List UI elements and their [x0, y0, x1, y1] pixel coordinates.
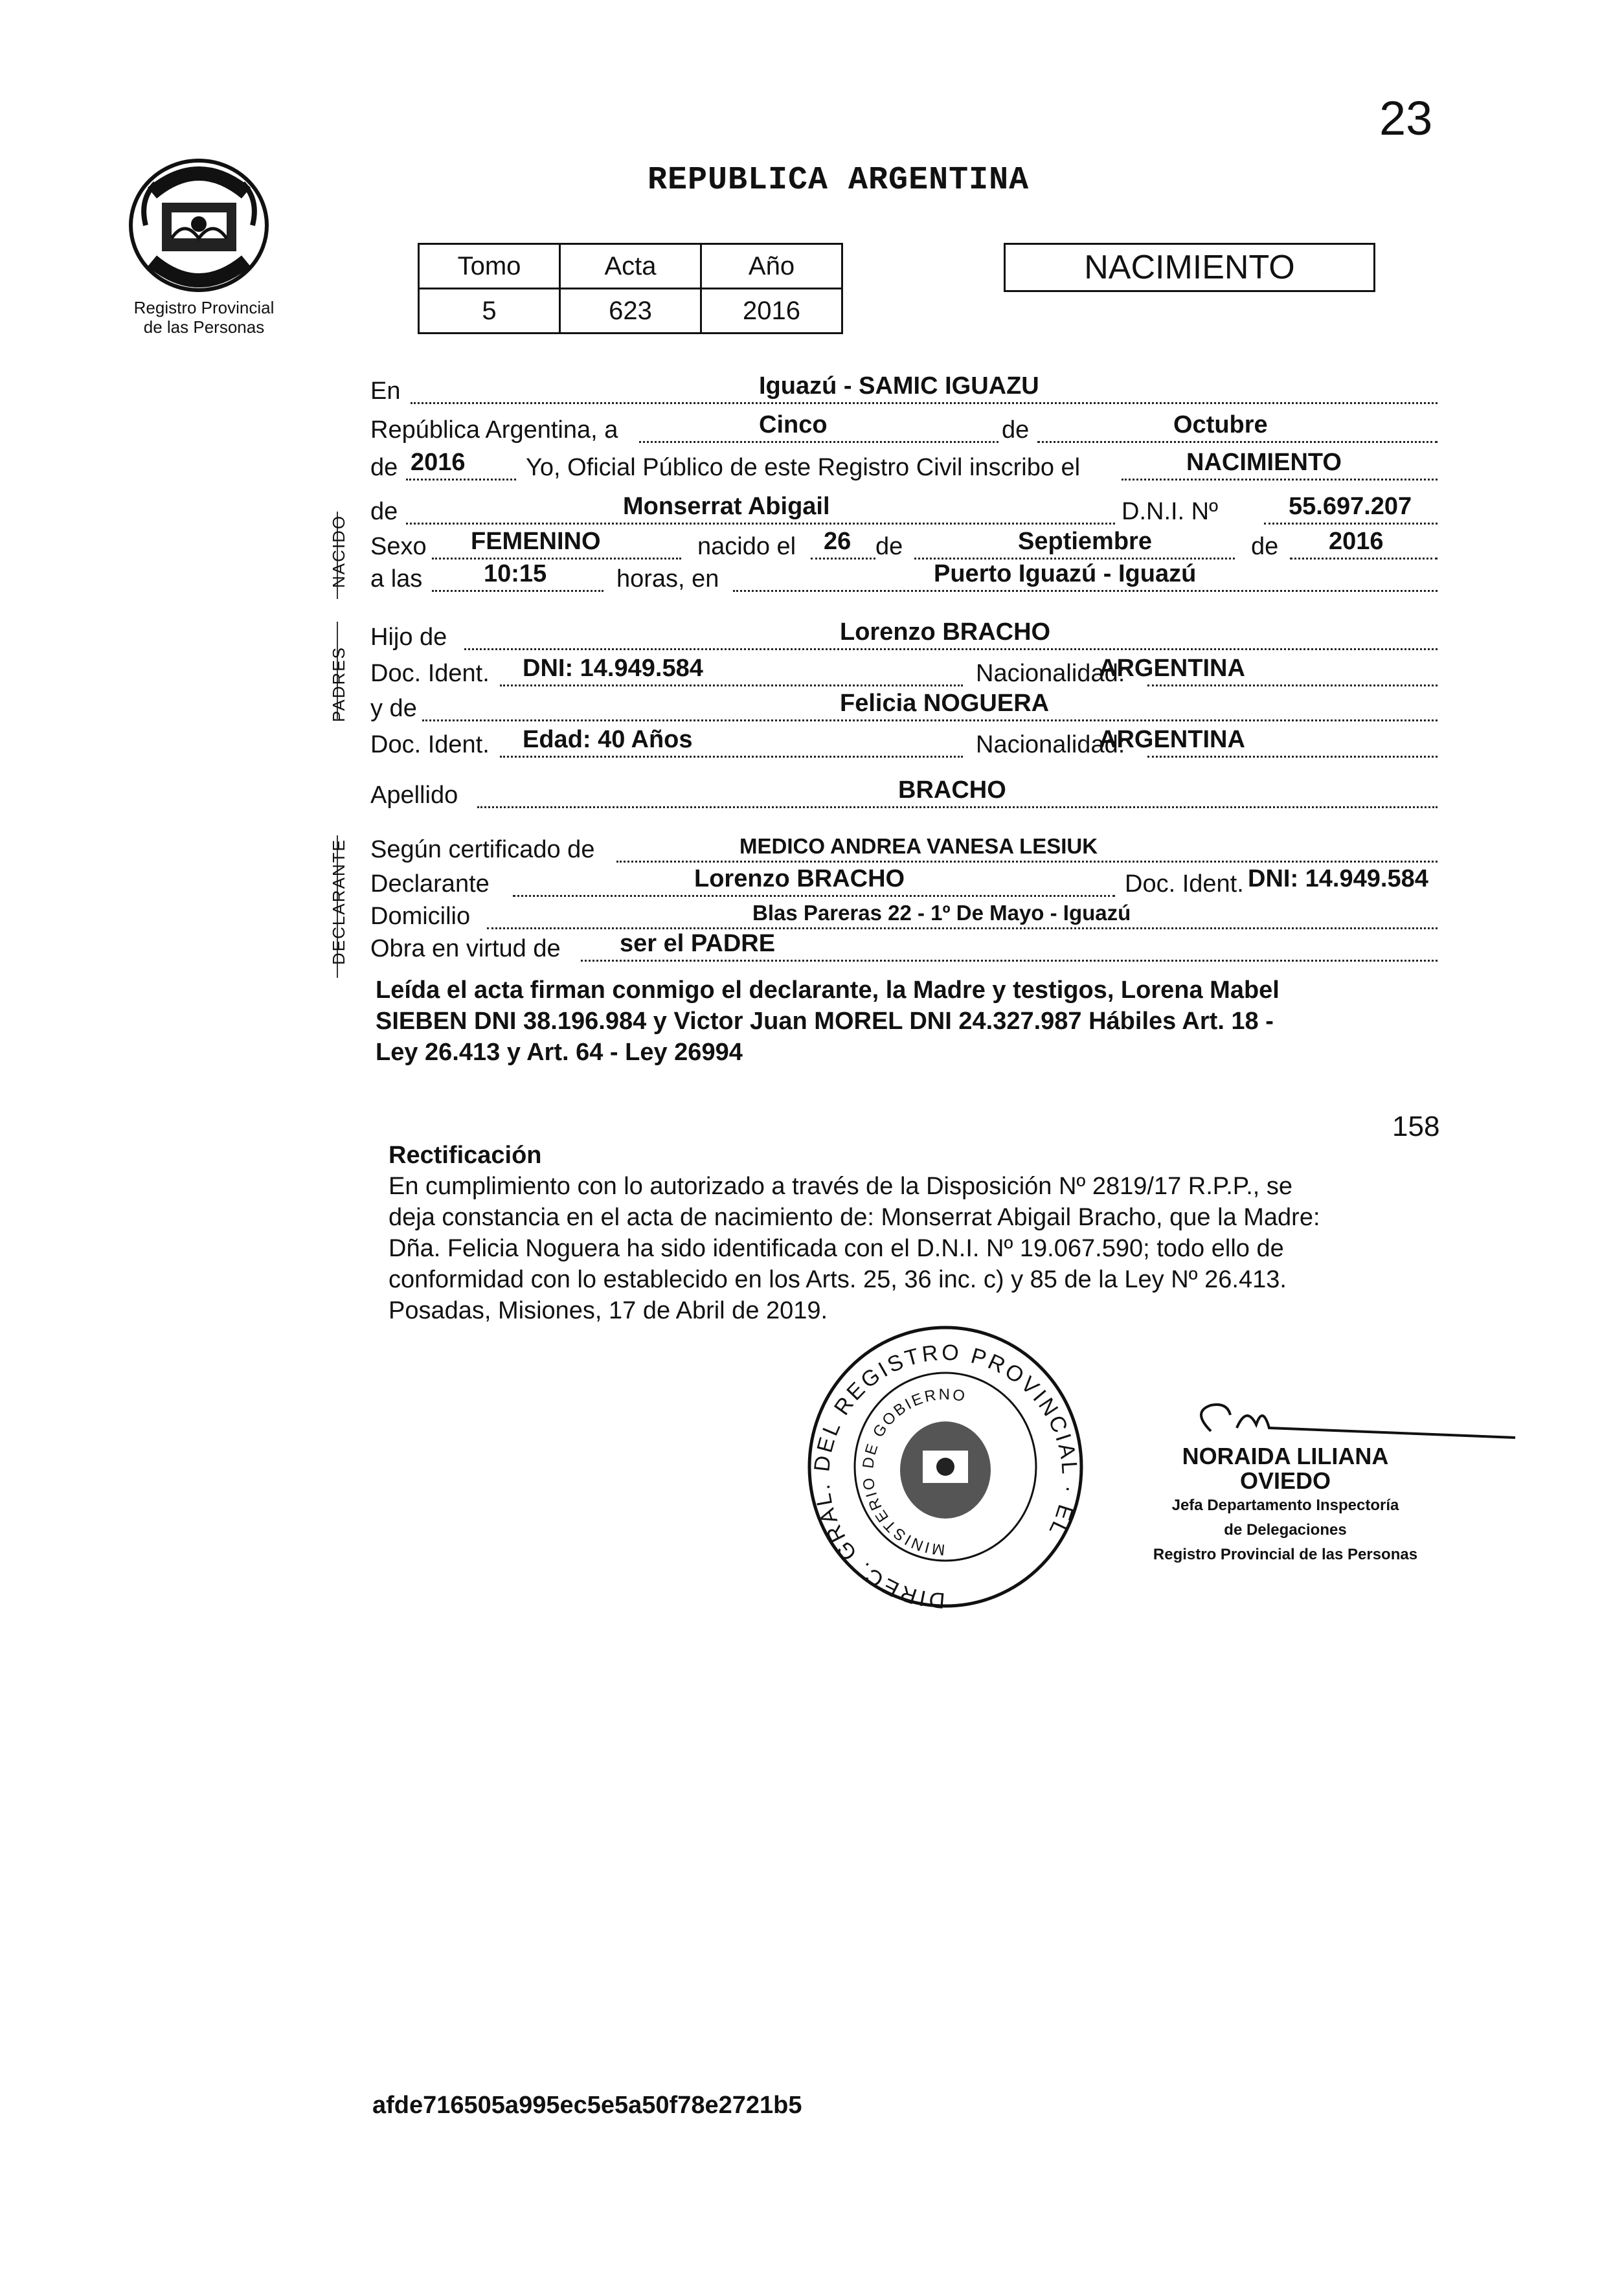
- rectification-block: [389, 1140, 1412, 1326]
- section-label-declarante: DECLARANTE: [329, 839, 348, 965]
- field-value: ARGENTINA: [1099, 726, 1245, 753]
- field-value: DNI: 14.949.584: [523, 655, 703, 682]
- field-value: 2016: [411, 449, 466, 476]
- field-value: Blas Pareras 22 - 1º De Mayo - Iguazú: [752, 901, 1131, 925]
- form-line-obra: [370, 930, 1438, 967]
- field-value: Cinco: [759, 411, 828, 438]
- field-label: y de: [370, 695, 417, 722]
- field-label: de: [875, 533, 903, 560]
- field-label: de: [1251, 533, 1279, 560]
- closing-line: Leída el acta firman conmigo el declarante, la Madre y testigos, Lorena Mabel: [376, 977, 1280, 1004]
- form-line-madre: [370, 690, 1438, 727]
- form-line-republica: [370, 411, 1438, 448]
- field-label: Apellido: [370, 782, 458, 809]
- closing-line: Ley 26.413 y Art. 64 - Ley 26994: [376, 1039, 743, 1066]
- document-hash: afde716505a995ec5e5a50f78e2721b5: [372, 2092, 802, 2119]
- rectification-line: Dña. Felicia Noguera ha sido identificada con el D.N.I. Nº 19.067.590; todo ello de: [389, 1235, 1284, 1262]
- field-label: Doc. Ident.: [370, 731, 490, 758]
- field-label: Según certificado de: [370, 836, 595, 863]
- field-value: ser el PADRE: [620, 930, 776, 957]
- field-label: Doc. Ident.: [370, 660, 490, 687]
- field-value: Septiembre: [1018, 528, 1152, 555]
- registry-table: [418, 243, 843, 334]
- form-line-padre-doc: [370, 655, 1438, 692]
- field-value: Iguazú - SAMIC IGUAZU: [759, 372, 1039, 400]
- closing-line: SIEBEN DNI 38.196.984 y Victor Juan MOREL DNI 24.327.987 Hábiles Art. 18 -: [376, 1008, 1274, 1035]
- field-value: 10:15: [484, 560, 547, 587]
- field-label: D.N.I. Nº: [1122, 498, 1218, 525]
- table-header-cell: Tomo: [419, 244, 560, 289]
- field-value: Octubre: [1173, 411, 1268, 438]
- form-line-padre: [370, 618, 1438, 655]
- form-line-en: [370, 372, 1438, 409]
- rectification-line: conformidad con lo establecido en los Arts. 25, 36 inc. c) y 85 de la Ley Nº 26.413.: [389, 1266, 1287, 1293]
- field-value: 55.697.207: [1289, 493, 1412, 520]
- rectification-title: Rectificación: [389, 1142, 542, 1169]
- form-line-nombre: [370, 493, 1438, 530]
- field-value: MEDICO ANDREA VANESA LESIUK: [739, 834, 1098, 858]
- form-line-declarante: [370, 865, 1438, 902]
- rectification-line: En cumplimiento con lo autorizado a través de la Disposición Nº 2819/17 R.P.P., se: [389, 1173, 1293, 1200]
- table-cell: 623: [560, 289, 701, 334]
- form-line-anio: [370, 449, 1438, 486]
- form-line-madre-doc: [370, 726, 1438, 763]
- field-value: 2016: [1329, 528, 1384, 555]
- field-value: NACIMIENTO: [1186, 449, 1342, 476]
- table-row: [419, 289, 842, 334]
- field-label: de: [370, 498, 398, 525]
- rectification-line: Posadas, Misiones, 17 de Abril de 2019.: [389, 1297, 828, 1324]
- rectification-line: deja constancia en el acta de nacimiento de: Monserrat Abigail Bracho, que la Madre:: [389, 1204, 1320, 1231]
- table-header-row: [419, 244, 842, 289]
- field-label: Hijo de: [370, 624, 447, 651]
- field-value: Lorenzo BRACHO: [694, 865, 905, 892]
- table-header-cell: Año: [701, 244, 842, 289]
- logo-caption: [110, 298, 298, 337]
- field-value: Edad: 40 Años: [523, 726, 693, 753]
- logo-caption-line: de las Personas: [143, 317, 265, 337]
- form-line-certificado: [370, 835, 1438, 868]
- page-number: 23: [1379, 91, 1433, 145]
- field-value: FEMENINO: [471, 528, 601, 555]
- stamp-inner-text: MINISTERIO DE GOBIERNO: [859, 1385, 969, 1559]
- rectification-number: 158: [1392, 1111, 1440, 1142]
- field-value: DNI: 14.949.584: [1248, 865, 1428, 892]
- section-label-padres: PADRES: [329, 646, 348, 722]
- logo-caption-line: Registro Provincial: [133, 298, 275, 317]
- field-value: BRACHO: [898, 776, 1006, 804]
- field-label: Domicilio: [370, 903, 471, 930]
- table-header-cell: Acta: [560, 244, 701, 289]
- field-label: nacido el: [697, 533, 796, 560]
- field-label: a las: [370, 565, 423, 593]
- provincial-seal-logo: [126, 148, 272, 297]
- closing-statement: [376, 975, 1444, 1068]
- field-label: Nacionalidad:: [976, 660, 1125, 687]
- signatory: [1143, 1444, 1428, 1567]
- field-label: Nacionalidad:: [976, 731, 1125, 758]
- field-label: de: [1002, 416, 1030, 444]
- field-label: horas, en: [616, 565, 719, 593]
- form-line-domicilio: [370, 902, 1438, 934]
- stamp-outer-text: DIREC. GRAL. DEL REGISTRO PROVINCIAL · EL: [809, 1340, 1082, 1612]
- field-label: Doc. Ident.: [1125, 870, 1244, 898]
- field-label: En: [370, 378, 401, 405]
- official-stamp: [803, 1321, 1088, 1612]
- field-value: Puerto Iguazú - Iguazú: [934, 560, 1197, 587]
- field-value: Felicia NOGUERA: [840, 690, 1050, 717]
- signatory-title: Jefa Departamento Inspectoría: [1171, 1497, 1399, 1514]
- field-value: Lorenzo BRACHO: [840, 618, 1051, 646]
- signatory-name: NORAIDA LILIANA OVIEDO: [1182, 1443, 1389, 1494]
- field-label: Obra en virtud de: [370, 935, 561, 962]
- field-label: República Argentina, a: [370, 416, 618, 444]
- table-cell: 5: [419, 289, 560, 334]
- form-line-apellido: [370, 776, 1438, 813]
- handwritten-signature: [1166, 1392, 1528, 1451]
- form-line-hora: [370, 560, 1438, 597]
- document-title: REPUBLICA ARGENTINA: [648, 162, 1030, 199]
- field-value: ARGENTINA: [1099, 655, 1245, 682]
- field-value: Monserrat Abigail: [623, 493, 830, 520]
- document-type-box: NACIMIENTO: [1004, 243, 1375, 292]
- signatory-title: Registro Provincial de las Personas: [1153, 1546, 1418, 1563]
- field-label: Yo, Oficial Público de este Registro Civil inscribo el: [526, 454, 1081, 481]
- field-label: de: [370, 454, 398, 481]
- section-label-nacido: NACIDO: [329, 514, 348, 588]
- field-label: Declarante: [370, 870, 490, 898]
- signatory-title: de Delegaciones: [1224, 1521, 1347, 1539]
- field-label: Sexo: [370, 533, 427, 560]
- field-value: 26: [824, 528, 851, 555]
- table-cell: 2016: [701, 289, 842, 334]
